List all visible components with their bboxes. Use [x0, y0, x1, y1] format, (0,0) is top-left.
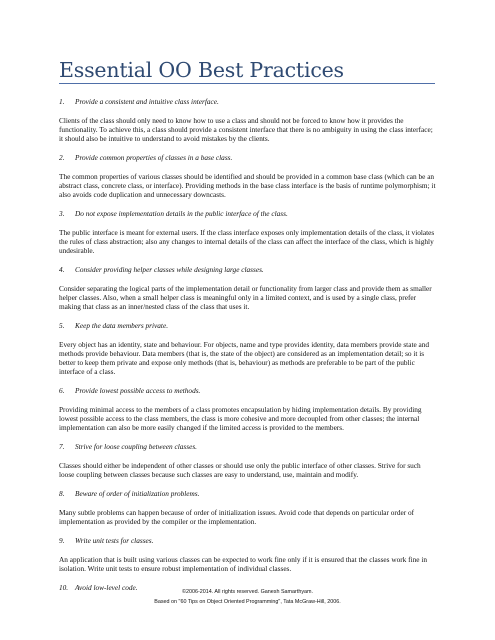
- section-heading-text: Avoid low-level code.: [75, 583, 138, 592]
- section-heading-text: Do not expose implementation details in the public interface of the class.: [75, 209, 288, 218]
- section-body: An application that is built using various classes can be expected to work fine only if it is ensured that the classes work fine in isolation. Write unit tests to ensure robust implementation of individual classes.: [59, 555, 427, 573]
- section-number: 5.: [59, 321, 65, 330]
- section-heading-text: Beware of order of initialization problems.: [75, 489, 200, 498]
- section-heading: [59, 97, 437, 106]
- section-body: Providing minimal access to the members of a class promotes encapsulation by hiding implementation details. By providing lowest possible access to the class members, the class is more cohesive and more decoupled from other classes; the internal implementation can also be more easily changed if the limited access is provided to the members.: [59, 405, 422, 432]
- section-number: 9.: [59, 536, 65, 545]
- section-number: 10.: [59, 583, 69, 592]
- section-body: The public interface is meant for external users. If the class interface exposes only implementation details of the class, it violates the rules of class abstraction; also any changes to internal details of the class can affect the interface of the class, which is highly undesirable.: [59, 228, 435, 255]
- section-body: Clients of the class should only need to know how to use a class and should not be forced to know how it provides the functionality. To achieve this, a class should provide a consistent interface that there is no ambiguity in using the class interface; it should also be intuitive to understand to avoid mistakes by the clients.: [59, 116, 433, 143]
- section-heading-text: Provide a consistent and intuitive class interface.: [75, 97, 219, 106]
- section-heading: [59, 265, 437, 274]
- section-number: 4.: [59, 265, 65, 274]
- section-number: 7.: [59, 442, 65, 451]
- section-heading-text: Write unit tests for classes.: [75, 536, 154, 545]
- section-heading-text: Keep the data members private.: [75, 321, 169, 330]
- section-heading-text: Consider providing helper classes while designing large classes.: [75, 265, 264, 274]
- section-body: Consider separating the logical parts of the implementation detail or functionality from larger class and provide them as smaller helper classes. Also, when a small helper class is meaningful only in a limited context, and is used by a single class, prefer making that class as an inner/nested class of the class that uses it.: [59, 284, 432, 311]
- section-body: Every object has an identity, state and behaviour. For objects, name and type provides identity, data members provide state and methods provide behaviour. Data members (that is, the state of the object) are considered as an implementation detail; so it is better to keep them private and expose only methods (that is, behaviour) as methods are preferable to be part of the public interface of a class.: [59, 340, 430, 376]
- section-heading-text: Provide lowest possible access to methods.: [75, 386, 201, 395]
- title-underline: [59, 83, 435, 84]
- section-heading: [59, 153, 437, 162]
- section-number: 3.: [59, 209, 65, 218]
- page-title: Essential OO Best Practices: [59, 58, 344, 82]
- section-heading-text: Strive for loose coupling between classes.: [75, 442, 197, 451]
- footer-copyright: ©2006-2014. All rights reserved. Ganesh Samarthyam.: [181, 589, 314, 595]
- section-heading-text: Provide common properties of classes in a base class.: [75, 153, 233, 162]
- section-heading: [59, 386, 437, 395]
- section-heading: [59, 442, 437, 451]
- section-number: 1.: [59, 97, 65, 106]
- section-body: The common properties of various classes should be identified and should be provided in a common base class (which can be an abstract class, concrete class, or interface). Providing methods in the base class interface is the basis of runtime polymorphism; it also avoids code duplication and unnecessary downcasts.: [59, 172, 436, 199]
- section-body: Classes should either be independent of other classes or should use only the public interface of other classes. Strive for such loose coupling between classes because such classes are easy to understand, use, maintain and modify.: [59, 461, 421, 479]
- section-number: 8.: [59, 489, 65, 498]
- section-heading: [59, 321, 437, 330]
- footer-source: Based on "60 Tips on Object Oriented Programming", Tata McGraw-Hill, 2006.: [154, 599, 341, 605]
- section-number: 2.: [59, 153, 65, 162]
- section-number: 6.: [59, 386, 65, 395]
- section-body: Many subtle problems can happen because of order of initialization issues. Avoid code that depends on particular order of implementation as provided by the compiler or the implementation.: [59, 508, 415, 526]
- sections-list: [59, 97, 437, 602]
- section-heading: [59, 489, 437, 498]
- section-heading: [59, 536, 437, 545]
- section-heading: [59, 209, 437, 218]
